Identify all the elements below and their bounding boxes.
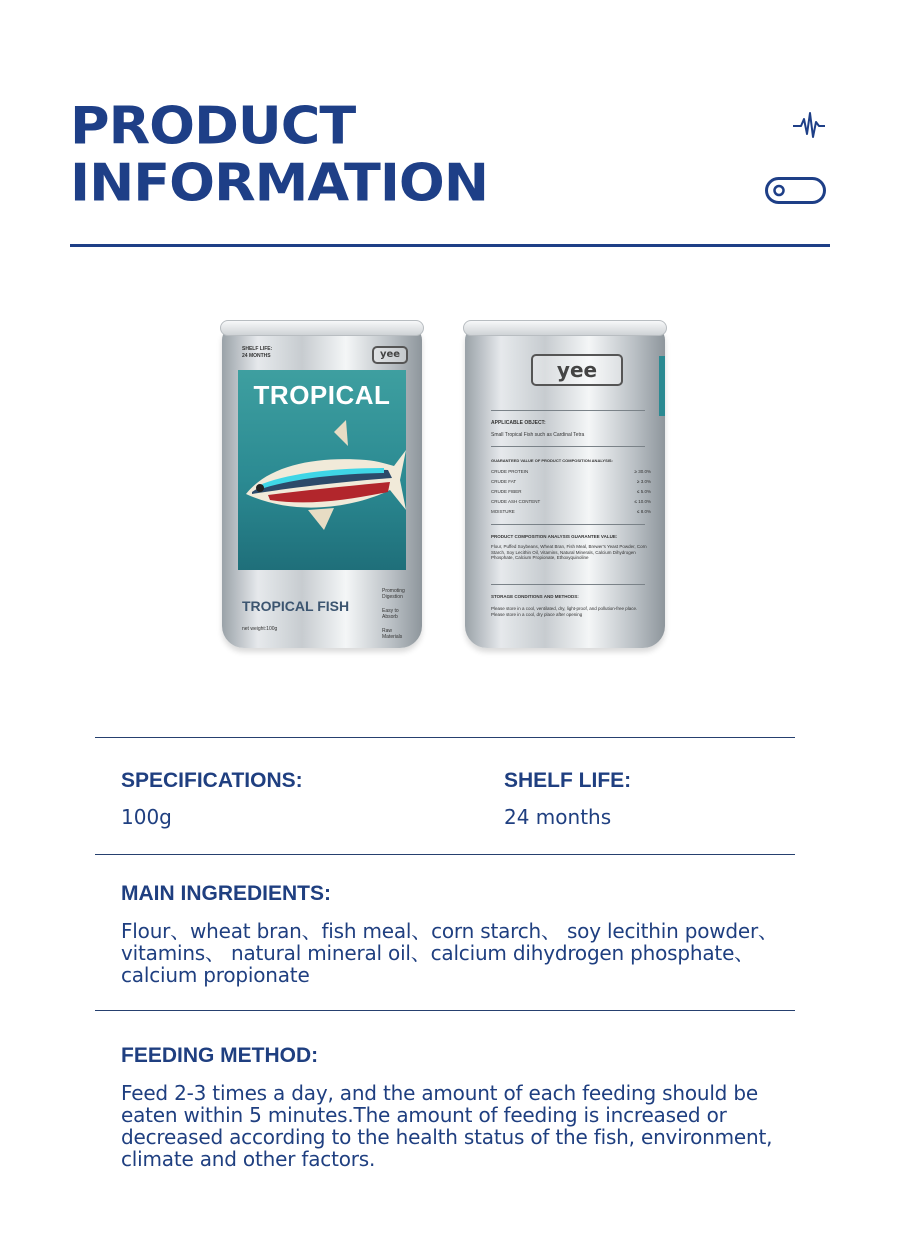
can-lid: [220, 320, 424, 336]
specifications-label: SPECIFICATIONS:: [121, 769, 303, 792]
front-small-print: [242, 584, 243, 590]
analysis-value: ≤ 8.0%: [637, 509, 651, 514]
feeding-method-text: [121, 1082, 801, 1170]
page-title-line1: PRODUCT: [70, 96, 356, 156]
analysis-value: ≤ 10.0%: [634, 499, 651, 504]
divider: [491, 446, 645, 447]
analysis-name: CRUDE PROTEIN: [491, 469, 529, 474]
product-can-back: [465, 326, 665, 648]
analysis-name: CRUDE FIBER: [491, 489, 522, 494]
feeding-line: climate and other factors.: [121, 1147, 376, 1171]
section-divider: [95, 1010, 795, 1011]
analysis-value: ≤ 5.0%: [637, 489, 651, 494]
ingredients-line: calcium propionate: [121, 963, 310, 987]
back-applicable-title: APPLICABLE OBJECT:: [491, 420, 546, 426]
badge-materials: Raw Materials: [382, 628, 403, 640]
back-composition-title: PRODUCT COMPOSITION ANALYSIS GUARANTEE VALUE:: [491, 534, 618, 539]
main-ingredients-text: [121, 920, 801, 986]
front-shelf-life-label: SHELF LIFE:: [242, 346, 273, 352]
brand-name: yee: [379, 349, 401, 360]
feeding-line: Feed 2-3 times a day, and the amount of each feeding should be: [121, 1081, 758, 1105]
divider: [491, 410, 645, 411]
shelf-life-value: 24 months: [504, 805, 612, 829]
page-title: [70, 98, 488, 212]
analysis-name: CRUDE FAT: [491, 479, 517, 484]
back-composition-text: Flour, Puffed Soybeans, Wheat Bran, Fish Meal, Brewer's Yeast Powder, Corn Starch, Soy Lecithin Oil, Vitamins, Natural Minerals, Calcium Dihydrogen Phosphate, Calcium Propionate, Ethoxyquinoline: [491, 544, 647, 560]
feeding-line: decreased according to the health status of the fish, environment,: [121, 1125, 773, 1149]
specifications-value: 100g: [121, 805, 172, 829]
front-shelf-life-value: 24 MONTHS: [242, 353, 271, 359]
back-storage-title: STORAGE CONDITIONS AND METHODS:: [491, 594, 579, 599]
divider: [491, 524, 645, 525]
label-edge: [659, 356, 665, 416]
cardinal-tetra-fish-illustration: [238, 370, 406, 570]
front-label-panel: [238, 370, 406, 570]
back-applicable-value: Small Tropical Fish such as Cardinal Tetra: [491, 432, 585, 438]
shelf-life-label: SHELF LIFE:: [504, 769, 632, 792]
product-photo: [218, 318, 673, 656]
section-divider: [95, 737, 795, 738]
analysis-row: [491, 469, 651, 475]
main-ingredients-label: MAIN INGREDIENTS:: [121, 882, 331, 905]
brand-logo: [372, 346, 408, 364]
analysis-name: CRUDE ASH CONTENT: [491, 499, 541, 504]
front-product-name: TROPICAL FISH: [242, 598, 350, 614]
analysis-row: [491, 499, 651, 505]
divider: [491, 584, 645, 585]
front-net-weight: net weight:100g: [242, 626, 278, 632]
feeding-method-label: FEEDING METHOD:: [121, 1044, 319, 1067]
badge-absorb: Easy to Absorb: [382, 608, 399, 620]
product-can-front: [222, 326, 422, 648]
pulse-icon: [792, 110, 826, 140]
section-divider: [95, 854, 795, 855]
ingredients-line: Flour、wheat bran、fish meal、corn starch、 soy lecithin powder、: [121, 919, 778, 943]
back-guaranteed-title: GUARANTEED VALUE OF PRODUCT COMPOSITION ANALYSIS:: [491, 458, 613, 463]
ingredients-line: vitamins、 natural mineral oil、calcium dihydrogen phosphate、: [121, 941, 754, 965]
feeding-line: eaten within 5 minutes.The amount of feeding is increased or: [121, 1103, 727, 1127]
badge-digestion: Promoting Digestion: [382, 588, 405, 600]
back-storage-text: Please store in a cool, ventilated, dry, light-proof, and pollution-free place. Please store in a cool, dry place after opening: [491, 606, 638, 617]
analysis-value: ≥ 30.0%: [634, 469, 651, 474]
can-lid: [463, 320, 667, 336]
toggle-icon: [765, 177, 826, 204]
analysis-value: ≥ 3.0%: [637, 479, 651, 484]
analysis-row: [491, 489, 651, 495]
analysis-row: [491, 479, 651, 485]
header-divider: [70, 244, 830, 247]
analysis-row: [491, 509, 651, 515]
brand-name: yee: [556, 358, 598, 382]
front-label-title: TROPICAL: [253, 380, 391, 410]
brand-logo: [531, 354, 623, 386]
analysis-name: MOISTURE: [491, 509, 515, 514]
page-title-line2: INFORMATION: [70, 153, 489, 213]
